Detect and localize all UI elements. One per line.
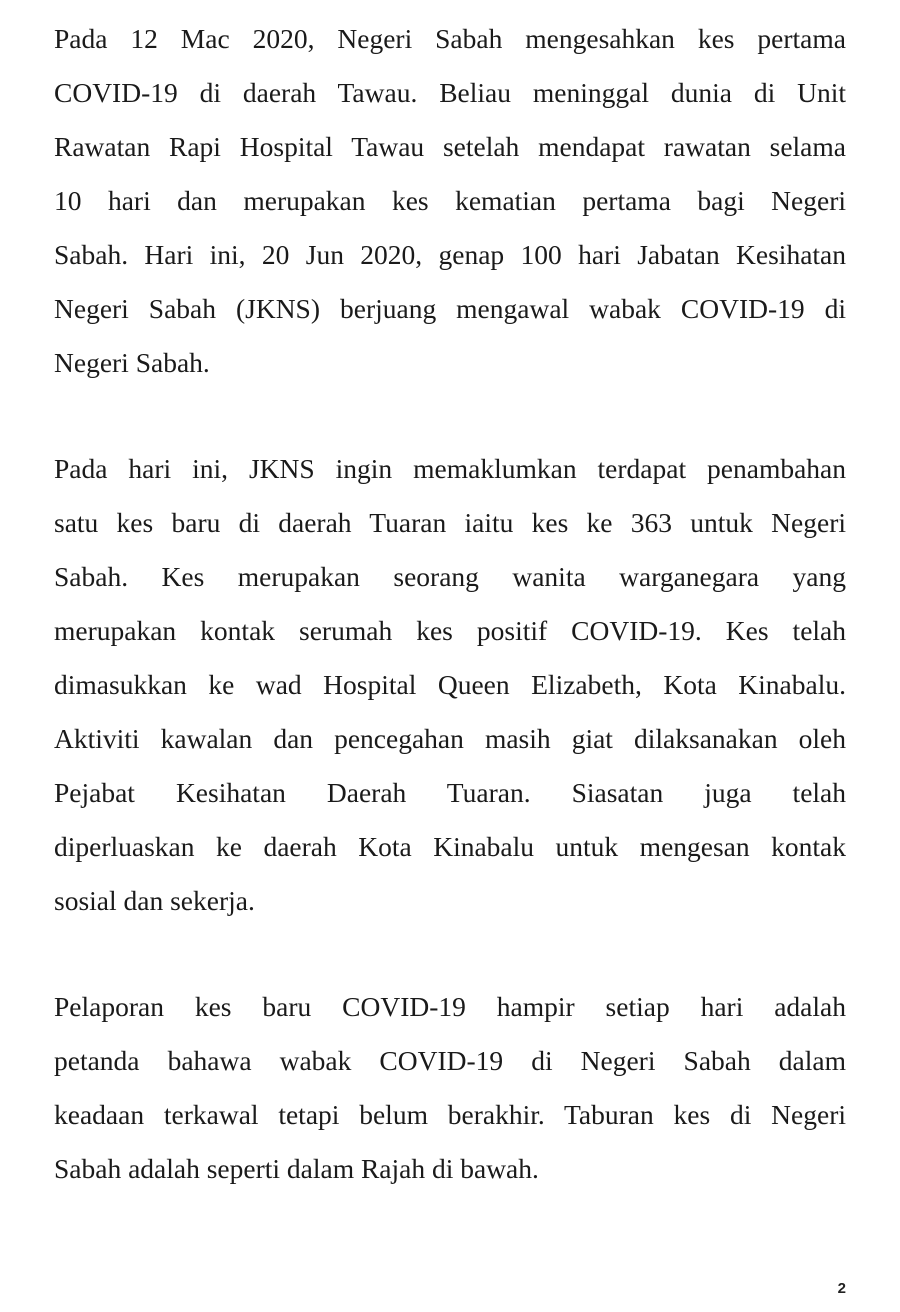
- page-number: 2: [837, 1280, 846, 1297]
- paragraph-line: Aktiviti kawalan dan pencegahan masih giat dilaksanakan oleh: [54, 723, 846, 754]
- paragraph-line: merupakan kontak serumah kes positif COVID-19. Kes telah: [54, 615, 846, 646]
- paragraph-line: Pada 12 Mac 2020, Negeri Sabah mengesahkan kes pertama: [54, 23, 846, 54]
- paragraph-line: satu kes baru di daerah Tuaran iaitu kes ke 363 untuk Negeri: [54, 507, 846, 538]
- paragraph-first-case: [54, 12, 846, 390]
- paragraph-line: Rawatan Rapi Hospital Tawau setelah mendapat rawatan selama: [54, 131, 846, 162]
- paragraph-line: COVID-19 di daerah Tawau. Beliau meninggal dunia di Unit: [54, 77, 846, 108]
- paragraph-line: 10 hari dan merupakan kes kematian pertama bagi Negeri: [54, 185, 846, 216]
- paragraph-line: Pada hari ini, JKNS ingin memaklumkan terdapat penambahan: [54, 453, 846, 484]
- paragraph-line: petanda bahawa wabak COVID-19 di Negeri Sabah dalam: [54, 1045, 846, 1076]
- document-page: [54, 12, 846, 1196]
- paragraph-line: sosial dan sekerja.: [54, 885, 255, 916]
- paragraph-line: Pelaporan kes baru COVID-19 hampir setiap hari adalah: [54, 991, 846, 1022]
- paragraph-line: dimasukkan ke wad Hospital Queen Elizabeth, Kota Kinabalu.: [54, 669, 846, 700]
- paragraph-line: Sabah. Kes merupakan seorang wanita warganegara yang: [54, 561, 846, 592]
- paragraph-line: keadaan terkawal tetapi belum berakhir. Taburan kes di Negeri: [54, 1099, 846, 1130]
- paragraph-line: Negeri Sabah.: [54, 347, 210, 378]
- paragraph-outlook: [54, 980, 846, 1196]
- paragraph-line: Negeri Sabah (JKNS) berjuang mengawal wabak COVID-19 di: [54, 293, 846, 324]
- paragraph-line: Sabah adalah seperti dalam Rajah di bawah.: [54, 1153, 539, 1184]
- paragraph-line: diperluaskan ke daerah Kota Kinabalu untuk mengesan kontak: [54, 831, 846, 862]
- paragraph-line: Pejabat Kesihatan Daerah Tuaran. Siasatan juga telah: [54, 777, 846, 808]
- paragraph-new-case: [54, 442, 846, 928]
- paragraph-line: Sabah. Hari ini, 20 Jun 2020, genap 100 hari Jabatan Kesihatan: [54, 239, 846, 270]
